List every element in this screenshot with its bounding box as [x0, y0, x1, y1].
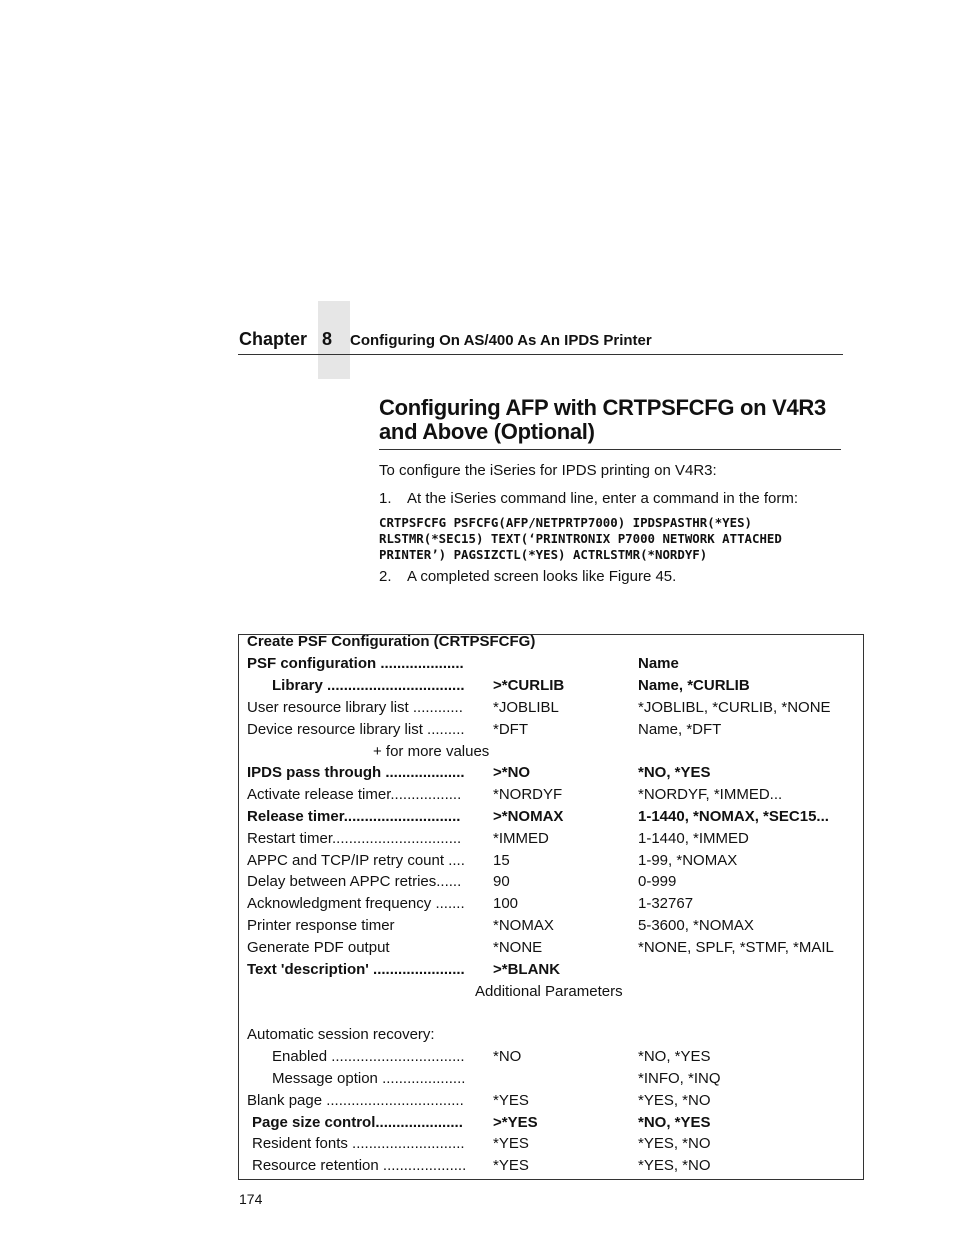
code-line-1: CRTPSFCFG PSFCFG(AFP/NETPRTP7000) IPDSPASTHR(*YES) [379, 515, 752, 530]
step-2-number: 2. [379, 568, 392, 585]
row-value: 100 [493, 895, 519, 912]
screen-row-library [0, 677, 954, 699]
section-title-line-2: and Above (Optional) [379, 419, 595, 444]
row-label: Resident fonts ........................... [252, 1135, 465, 1152]
row-value: *NORDYF [493, 786, 563, 803]
more-values-hint: + for more values [373, 743, 490, 760]
step-1-text: At the iSeries command line, enter a command in the form: [407, 490, 799, 507]
screen-row-restart-timer [0, 830, 954, 852]
row-choices: 5-3600, *NOMAX [638, 917, 754, 934]
title-divider [379, 449, 841, 450]
screen-row-page-size-control [0, 1114, 954, 1136]
chapter-title: Configuring On AS/400 As An IPDS Printer [350, 332, 652, 349]
row-label: APPC and TCP/IP retry count .... [247, 852, 465, 869]
row-label: Message option .................... [272, 1070, 466, 1087]
row-choices: Name, *DFT [638, 721, 722, 738]
row-label: Blank page ................................. [247, 1092, 464, 1109]
row-choices: *JOBLIBL, *CURLIB, *NONE [638, 699, 831, 716]
row-label: Text 'description' ...................... [247, 961, 465, 978]
row-value: *NONE [493, 939, 543, 956]
row-choices: *NO, *YES [638, 1048, 711, 1065]
chapter-label: Chapter [239, 329, 308, 349]
screen-row-acknowledgment-frequency [0, 895, 954, 917]
section-title [379, 396, 839, 444]
row-label: Acknowledgment frequency ....... [247, 895, 465, 912]
screen-row-resident-fonts [0, 1135, 954, 1157]
row-value: >*CURLIB [493, 677, 565, 694]
code-line-2: RLSTMR(*SEC15) TEXT(‘PRINTRONIX P7000 NETWORK ATTACHED [379, 531, 782, 546]
session-recovery-heading: Automatic session recovery: [247, 1026, 435, 1043]
screen-row-delay-between-retries [0, 873, 954, 895]
code-line-3: PRINTER’) PAGSIZCTL(*YES) ACTRLSTMR(*NORDYF) [379, 547, 708, 562]
section-title-line-1: Configuring AFP with CRTPSFCFG on V4R3 [379, 395, 826, 420]
row-choices: Name, *CURLIB [638, 677, 750, 694]
row-value: >*BLANK [493, 961, 561, 978]
row-choices: 0-999 [638, 873, 677, 890]
row-label: Activate release timer................. [247, 786, 462, 803]
row-choices: 1-1440, *IMMED [638, 830, 749, 847]
screen-row-psf-configuration [0, 655, 954, 677]
row-label: Release timer............................ [247, 808, 461, 825]
row-label: Device resource library list ......... [247, 721, 465, 738]
row-choices: *YES, *NO [638, 1157, 711, 1174]
screen-row-user-resource-library [0, 699, 954, 721]
row-value: 90 [493, 873, 510, 890]
row-choices: *YES, *NO [638, 1092, 711, 1109]
row-value: *YES [493, 1135, 529, 1152]
row-choices: *YES, *NO [638, 1135, 711, 1152]
row-choices: *NORDYF, *IMMED... [638, 786, 783, 803]
row-value: *IMMED [493, 830, 549, 847]
screen-row-release-timer [0, 808, 954, 830]
row-label: User resource library list ............ [247, 699, 463, 716]
screen-row-resource-retention [0, 1157, 954, 1179]
row-value: >*NOMAX [493, 808, 564, 825]
screen-row-message-option [0, 1070, 954, 1092]
row-choices: *NONE, SPLF, *STMF, *MAIL [638, 939, 834, 956]
command-code-block [379, 515, 782, 563]
row-choices: *NO, *YES [638, 764, 711, 781]
row-label: Resource retention .................... [252, 1157, 467, 1174]
screen-title: Create PSF Configuration (CRTPSFCFG) [247, 633, 536, 650]
row-choices: *NO, *YES [638, 1114, 711, 1131]
screen-row-ipds-pass-through [0, 764, 954, 786]
row-choices: Name [638, 655, 679, 672]
row-value: *DFT [493, 721, 528, 738]
row-value: 15 [493, 852, 510, 869]
screen-row-retry-count [0, 852, 954, 874]
row-value: *YES [493, 1157, 529, 1174]
screen-row-enabled [0, 1048, 954, 1070]
chapter-number: 8 [322, 329, 333, 349]
row-choices: *INFO, *INQ [638, 1070, 721, 1087]
intro-paragraph: To configure the iSeries for IPDS printing on V4R3: [379, 462, 717, 479]
row-label: Enabled ................................ [272, 1048, 465, 1065]
row-choices: 1-99, *NOMAX [638, 852, 738, 869]
screen-row-session-recovery [0, 1026, 954, 1048]
row-label: PSF configuration .................... [247, 655, 464, 672]
screen-row-activate-release-timer [0, 786, 954, 808]
row-label: Library ................................. [272, 677, 465, 694]
row-value: *JOBLIBL [493, 699, 559, 716]
row-label: IPDS pass through ................... [247, 764, 465, 781]
row-value: >*NO [493, 764, 531, 781]
screen-row-device-resource-library [0, 721, 954, 743]
screen-row-additional-parameters [0, 983, 954, 1005]
row-value: >*YES [493, 1114, 538, 1131]
step-1-number: 1. [379, 490, 392, 507]
screen-row-generate-pdf-output [0, 939, 954, 961]
row-label: Generate PDF output [247, 939, 390, 956]
screen-title-row [0, 633, 954, 655]
step-2-text: A completed screen looks like Figure 45. [407, 568, 677, 585]
row-choices: 1-1440, *NOMAX, *SEC15... [638, 808, 829, 825]
screen-row-blank-page [0, 1092, 954, 1114]
header-divider [238, 354, 843, 355]
page-number: 174 [239, 1191, 263, 1207]
row-value: *NOMAX [493, 917, 554, 934]
row-label: Restart timer............................... [247, 830, 462, 847]
screen-row-text-description [0, 961, 954, 983]
row-label: Page size control..................... [252, 1114, 463, 1131]
additional-parameters-heading: Additional Parameters [475, 983, 623, 1000]
row-label: Printer response timer [247, 917, 395, 934]
row-value: *NO [493, 1048, 522, 1065]
screen-row-printer-response-timer [0, 917, 954, 939]
row-value: *YES [493, 1092, 529, 1109]
row-label: Delay between APPC retries...... [247, 873, 462, 890]
row-choices: 1-32767 [638, 895, 694, 912]
screen-row-more-values [0, 743, 954, 765]
